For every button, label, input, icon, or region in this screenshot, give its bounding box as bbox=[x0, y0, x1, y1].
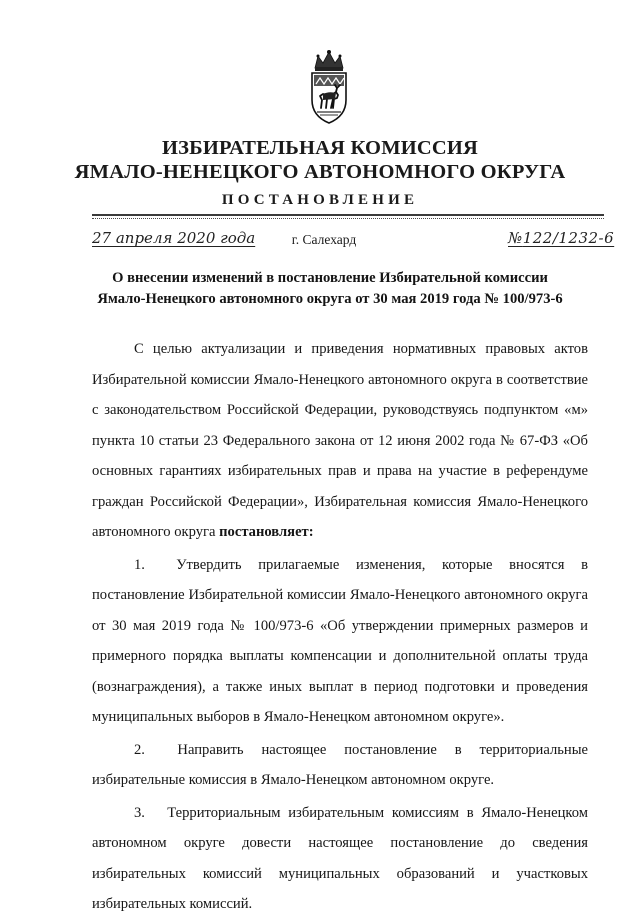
intro-text: С целью актуализации и приведения нормативных правовых актов Избирательной комиссии Ямало-Ненецкого автономного округа в соответствие с законодательством Российской Федерации, руководствуясь подпунктом «м» пункта 10 статьи 23 Федерального закона от 12 июня 2002 года № 67-ФЗ «Об основных гарантиях избирательных прав и права на участие в референдуме граждан Российской Федерации», Избирательная комиссия Ямало-Ненецкого автономного округа bbox=[92, 341, 588, 540]
coat-of-arms-icon bbox=[303, 48, 355, 126]
city-label: г. Салехард bbox=[291, 232, 357, 247]
document-number bbox=[508, 229, 614, 247]
document-title bbox=[70, 268, 590, 310]
header-divider-dotted bbox=[92, 218, 604, 219]
resolves-word: постановляет: bbox=[219, 524, 314, 540]
list-item-1: 1. Утвердить прилагаемые изменения, которые вносятся в постановление Избирательной комиссии Ямало-Ненецкого автономного округа от 30 мая 2019 года № 100/973-6 «Об утверждении примерных размеров и примерного порядка выплаты компенсации и дополнительной оплаты труда (вознаграждения), а также иных выплат в период подготовки и проведения муниципальных выборов в Ямало-Ненецком автономном округе». bbox=[92, 556, 588, 725]
title-line-2: Ямало-Ненецкого автономного округа от 30 мая 2019 года № 100/973-6 bbox=[97, 291, 563, 307]
organization-name-line-2: ЯМАЛО-НЕНЕЦКОГО АВТОНОМНОГО ОКРУГА bbox=[74, 161, 566, 183]
header-divider bbox=[92, 214, 604, 216]
number-prefix: № bbox=[508, 229, 523, 247]
document-type: ПОСТАНОВЛЕНИЕ bbox=[221, 192, 419, 208]
document-date: 27 апреля 2020 года bbox=[92, 229, 256, 247]
list-item-3: 3. Территориальным избирательным комиссиям в Ямало-Ненецком автономном округе довести настоящее постановление до сведения избирательных комиссий муниципальных образований и участковых избирательных комиссий. bbox=[92, 804, 588, 912]
intro-paragraph bbox=[92, 334, 588, 548]
title-line-1: О внесении изменений в постановление Избирательной комиссии bbox=[112, 270, 548, 286]
organization-name-line-1: ИЗБИРАТЕЛЬНАЯ КОМИССИЯ bbox=[161, 137, 479, 159]
list-item-2: 2. Направить настоящее постановление в территориальные избирательные комиссия в Ямало-Ненецком автономном округе. bbox=[92, 741, 588, 788]
number-value: 122/1232-6 bbox=[522, 229, 615, 247]
document-body bbox=[92, 334, 588, 921]
